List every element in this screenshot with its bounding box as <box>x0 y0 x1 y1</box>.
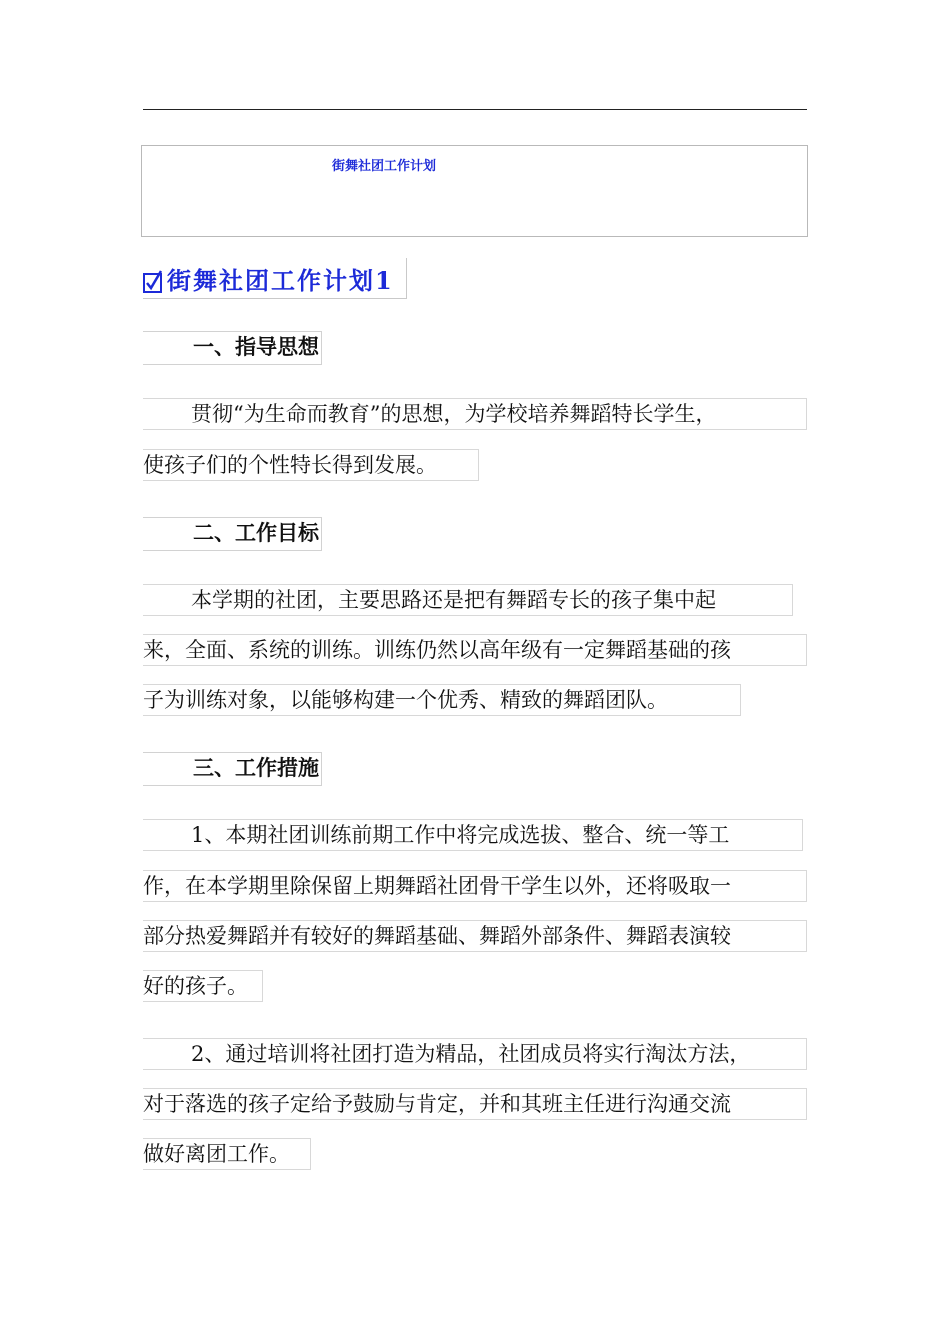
paragraph-line: 贯彻“为生命而教育”的思想，为学校培养舞蹈特长学生， <box>143 398 807 430</box>
section-heading-work-goals: 二、工作目标 <box>143 517 322 551</box>
paragraph-line: 作，在本学期里除保留上期舞蹈社团骨干学生以外，还将吸取一 <box>143 870 807 902</box>
section-heading-work-measures: 三、工作措施 <box>143 752 322 786</box>
document-title <box>143 258 407 299</box>
paragraph-line: 1、本期社团训练前期工作中将完成选拔、整合、统一等工 <box>143 819 803 851</box>
paragraph-line: 本学期的社团，主要思路还是把有舞蹈专长的孩子集中起 <box>143 584 793 616</box>
header-title: 街舞社团工作计划 <box>332 159 437 174</box>
paragraph-line: 子为训练对象，以能够构建一个优秀、精致的舞蹈团队。 <box>143 684 741 716</box>
paragraph-line: 使孩子们的个性特长得到发展。 <box>143 449 479 481</box>
document-title-text: 街舞社团工作计划1 <box>167 265 394 295</box>
paragraph-line: 2、通过培训将社团打造为精品，社团成员将实行淘汰方法， <box>143 1038 807 1070</box>
paragraph-line: 好的孩子。 <box>143 970 263 1002</box>
paragraph-line: 来，全面、系统的训练。训练仍然以高年级有一定舞蹈基础的孩 <box>143 634 807 666</box>
checkbox-checked-icon <box>143 268 163 294</box>
header-box <box>141 145 808 237</box>
section-heading-guiding-ideology: 一、指导思想 <box>143 331 322 365</box>
paragraph-line: 做好离团工作。 <box>143 1138 311 1170</box>
paragraph-line: 对于落选的孩子定给予鼓励与肯定，并和其班主任进行沟通交流 <box>143 1088 807 1120</box>
paragraph-line: 部分热爱舞蹈并有较好的舞蹈基础、舞蹈外部条件、舞蹈表演较 <box>143 920 807 952</box>
top-rule <box>143 109 807 110</box>
